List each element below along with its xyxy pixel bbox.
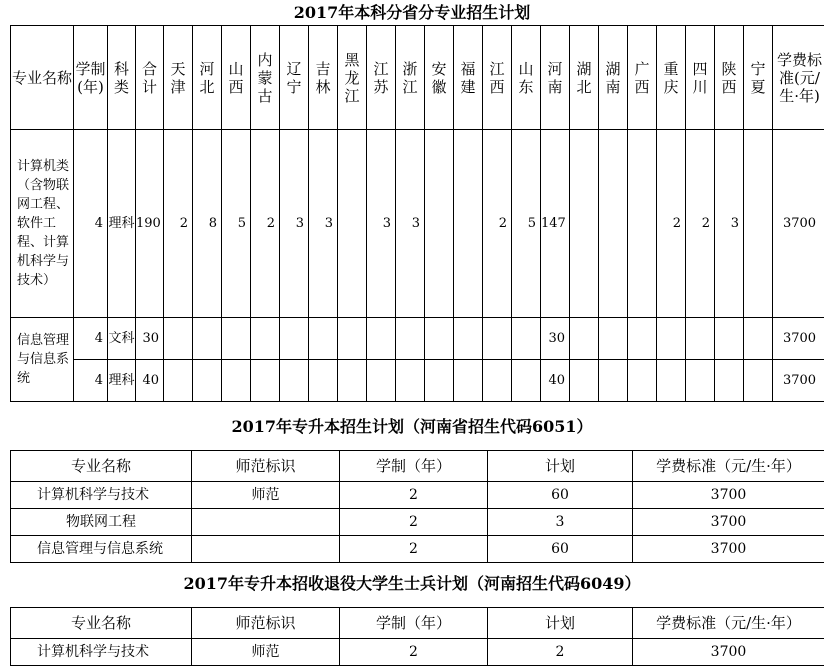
table-cell: 广西 xyxy=(628,26,657,130)
table-cell xyxy=(483,360,512,402)
table-cell: 4 xyxy=(74,360,108,402)
table-cell xyxy=(570,130,599,318)
table-cell xyxy=(338,318,367,360)
table-cell xyxy=(280,360,309,402)
table-cell: 专业名称 xyxy=(11,26,74,130)
title-veteran-plan: 2017年专升本招收退役大学生士兵计划（河南招生代码6049） xyxy=(183,574,641,593)
table-cell: 40 xyxy=(541,360,570,402)
table-cell: 2 xyxy=(164,130,193,318)
table-cell: 30 xyxy=(541,318,570,360)
table-cell: 2 xyxy=(340,509,488,536)
table-cell: 30 xyxy=(136,318,164,360)
table-cell xyxy=(425,130,454,318)
table-cell: 2 xyxy=(483,130,512,318)
table-row xyxy=(11,482,824,509)
table-cell xyxy=(657,318,686,360)
table-cell: 浙江 xyxy=(396,26,425,130)
table-cell: 学制（年） xyxy=(340,608,488,639)
table-cell: 学制(年) xyxy=(74,26,108,130)
table-cell xyxy=(396,360,425,402)
table-cell xyxy=(309,318,338,360)
table-cell: 师范标识 xyxy=(192,608,340,639)
table-cell xyxy=(599,318,628,360)
table-cell xyxy=(309,360,338,402)
title-zsb-plan: 2017年专升本招生计划（河南省招生代码6051） xyxy=(231,417,593,436)
table-cell: 4 xyxy=(74,130,108,318)
table-cell: 3700 xyxy=(633,482,824,509)
table-cell: 3700 xyxy=(773,360,824,402)
table-cell xyxy=(628,318,657,360)
table-cell xyxy=(338,360,367,402)
table-header-row xyxy=(11,608,824,639)
table-cell xyxy=(512,318,541,360)
table-cell xyxy=(454,318,483,360)
table-cell: 计算机科学与技术 xyxy=(11,639,192,666)
table-cell xyxy=(599,360,628,402)
table-cell xyxy=(222,318,251,360)
table-cell: 计划 xyxy=(488,451,633,482)
title-undergrad-plan: 2017年本科分省分专业招生计划 xyxy=(293,3,531,22)
table-cell xyxy=(222,360,251,402)
table-cell xyxy=(454,130,483,318)
table-row xyxy=(11,360,824,402)
table-cell: 四川 xyxy=(686,26,715,130)
table-cell: 3 xyxy=(715,130,744,318)
undergrad-plan-table xyxy=(10,25,824,402)
table-cell: 内蒙古 xyxy=(251,26,280,130)
table-cell: 重庆 xyxy=(657,26,686,130)
table-cell: 师范 xyxy=(192,482,340,509)
table-cell: 3700 xyxy=(773,318,824,360)
table-cell: 信息管理与信息系统 xyxy=(11,536,192,563)
table-cell: 福建 xyxy=(454,26,483,130)
table-cell: 计划 xyxy=(488,608,633,639)
table-cell: 专业名称 xyxy=(11,608,192,639)
table-cell: 计算机科学与技术 xyxy=(11,482,192,509)
table-cell xyxy=(193,360,222,402)
table-cell xyxy=(193,318,222,360)
table-cell: 理科 xyxy=(108,130,136,318)
table-row xyxy=(11,639,824,666)
veteran-plan-table xyxy=(10,607,824,666)
table-cell: 天津 xyxy=(164,26,193,130)
table-cell: 学费标准（元/生·年） xyxy=(633,608,824,639)
table-cell: 5 xyxy=(222,130,251,318)
table-cell: 山西 xyxy=(222,26,251,130)
table-cell xyxy=(570,318,599,360)
table-cell: 湖北 xyxy=(570,26,599,130)
table-cell xyxy=(628,360,657,402)
table-cell: 2 xyxy=(251,130,280,318)
zsb-plan-table xyxy=(10,450,824,563)
table-cell xyxy=(686,318,715,360)
table-cell: 湖南 xyxy=(599,26,628,130)
table-cell: 合计 xyxy=(136,26,164,130)
table-cell xyxy=(657,360,686,402)
table-cell xyxy=(367,360,396,402)
table-cell: 江苏 xyxy=(367,26,396,130)
table-cell: 3700 xyxy=(633,639,824,666)
table-cell xyxy=(744,318,773,360)
table-cell: 2 xyxy=(340,639,488,666)
table-cell: 吉林 xyxy=(309,26,338,130)
table-cell: 计算机类（含物联网工程、软件工程、计算机科学与技术） xyxy=(11,130,74,318)
table-cell: 黑龙江 xyxy=(338,26,367,130)
table-cell: 辽宁 xyxy=(280,26,309,130)
table-cell: 师范标识 xyxy=(192,451,340,482)
table-cell: 专业名称 xyxy=(11,451,192,482)
table-cell: 2 xyxy=(488,639,633,666)
table-cell xyxy=(628,130,657,318)
table-cell: 3700 xyxy=(633,509,824,536)
table-cell xyxy=(599,130,628,318)
table-cell: 河南 xyxy=(541,26,570,130)
table-cell: 3700 xyxy=(773,130,824,318)
table-cell: 宁夏 xyxy=(744,26,773,130)
table-header-row xyxy=(11,451,824,482)
table-cell: 40 xyxy=(136,360,164,402)
table-cell xyxy=(425,318,454,360)
table-cell: 学制（年） xyxy=(340,451,488,482)
table-cell: 江西 xyxy=(483,26,512,130)
table-cell xyxy=(483,318,512,360)
table-cell: 学费标准（元/生·年） xyxy=(633,451,824,482)
table-cell: 河北 xyxy=(193,26,222,130)
table-cell: 信息管理与信息系统 xyxy=(11,318,74,402)
table-cell: 3 xyxy=(488,509,633,536)
table-cell: 师范 xyxy=(192,639,340,666)
table-cell: 3 xyxy=(280,130,309,318)
table-cell: 190 xyxy=(136,130,164,318)
table-cell: 8 xyxy=(193,130,222,318)
table-cell: 5 xyxy=(512,130,541,318)
table-cell: 60 xyxy=(488,536,633,563)
table-cell xyxy=(251,318,280,360)
table-cell: 文科 xyxy=(108,318,136,360)
table-cell: 3700 xyxy=(633,536,824,563)
table-cell xyxy=(454,360,483,402)
table-cell: 陕西 xyxy=(715,26,744,130)
table-cell: 安徽 xyxy=(425,26,454,130)
table-row xyxy=(11,130,824,318)
table-cell: 3 xyxy=(367,130,396,318)
table-cell xyxy=(338,130,367,318)
table-row xyxy=(11,536,824,563)
table-cell xyxy=(192,536,340,563)
table-cell: 理科 xyxy=(108,360,136,402)
table-row xyxy=(11,318,824,360)
table-cell xyxy=(251,360,280,402)
table-cell xyxy=(744,130,773,318)
table-cell: 4 xyxy=(74,318,108,360)
table-cell: 3 xyxy=(396,130,425,318)
table-cell xyxy=(744,360,773,402)
table-cell: 2 xyxy=(340,536,488,563)
table-header-row xyxy=(11,26,824,130)
table-row xyxy=(11,509,824,536)
table-cell xyxy=(512,360,541,402)
table-cell xyxy=(425,360,454,402)
table-cell: 60 xyxy=(488,482,633,509)
table-cell xyxy=(164,318,193,360)
table-cell: 学费标准(元/生·年) xyxy=(773,26,824,130)
table-cell: 2 xyxy=(340,482,488,509)
table-cell xyxy=(715,318,744,360)
table-cell: 科类 xyxy=(108,26,136,130)
table-cell xyxy=(367,318,396,360)
table-cell xyxy=(570,360,599,402)
table-cell xyxy=(192,509,340,536)
table-cell xyxy=(715,360,744,402)
table-cell: 147 xyxy=(541,130,570,318)
table-cell xyxy=(686,360,715,402)
table-cell: 物联网工程 xyxy=(11,509,192,536)
table-cell xyxy=(280,318,309,360)
table-cell xyxy=(164,360,193,402)
table-cell: 3 xyxy=(309,130,338,318)
table-cell: 山东 xyxy=(512,26,541,130)
table-cell: 2 xyxy=(686,130,715,318)
table-cell: 2 xyxy=(657,130,686,318)
table-cell xyxy=(396,318,425,360)
